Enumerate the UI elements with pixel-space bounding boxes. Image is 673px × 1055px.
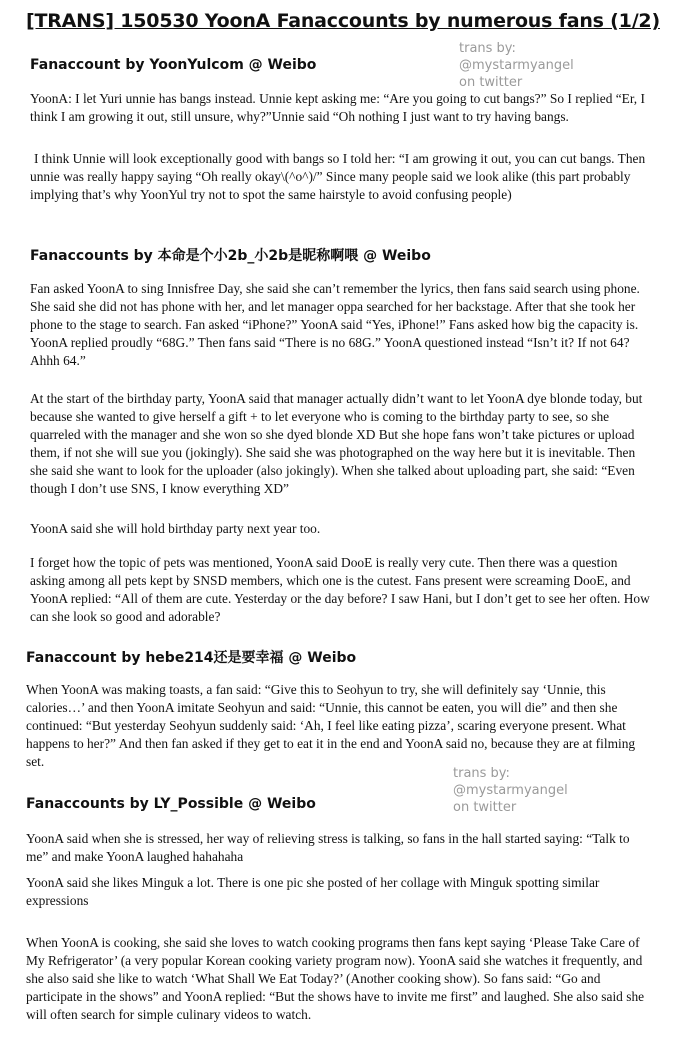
section-heading: Fanaccount by hebe214还是要幸福 @ Weibo <box>26 650 357 666</box>
paragraph: YoonA said she likes Minguk a lot. There is one pic she posted of her collage with Minguk spotting similar expressions <box>26 875 600 908</box>
paragraph: At the start of the birthday party, YoonA said that manager actually didn’t want to let YoonA dye blonde today, but because she wanted to give herself a gift + to let everyone who is coming to the birthday party to see, so she quarreled with the manager and she won so she dyed blonde XD But she hope fans won’t take pictures or upload them, if not she will sue you (jokingly). She said she was photographed on the way here but it is inevitable. Then she said she want to look for the uploader (also jokingly). When she talked about uploading part, she said: “Even though I don’t use SNS, I know everything XD” <box>30 391 643 496</box>
watermark-line: @mystarmyangel <box>453 783 568 798</box>
document-title: [TRANS] 150530 YoonA Fanaccounts by numerous fans (1/2) <box>26 10 660 32</box>
watermark <box>453 765 568 816</box>
watermark-line: on twitter <box>453 800 517 815</box>
paragraph: I forget how the topic of pets was mentioned, YoonA said DooE is really very cute. Then there was a question asking among all pets kept by SNSD members, which one is the cutest. Fans present were screaming DooE, and YoonA replied: “All of them are cute. Yesterday or the day before? I saw Hani, but I don’t get to see her often. How can she look so good and adorable? <box>30 555 650 624</box>
watermark-line: trans by: <box>459 41 516 56</box>
paragraph: YoonA said when she is stressed, her way of relieving stress is talking, so fans in the hall started saying: “Talk to me” and make YoonA laughed hahahaha <box>26 831 630 864</box>
watermark-line: @mystarmyangel <box>459 58 574 73</box>
paragraph: YoonA said she will hold birthday party next year too. <box>30 521 321 536</box>
paragraph: When YoonA is cooking, she said she loves to watch cooking programs then fans kept saying ‘Please Take Care of My Refrigerator’ (a very popular Korean cooking variety program now). YoonA said she watches it frequently, and she also said she like to watch ‘What Shall We Eat Today?’ (Another cooking show). So fans said: “Go and participate in the shows” and YoonA replied: “But the shows have to invite me first” and laughed. She also said she will often search for simple culinary videos to watch. <box>26 935 645 1022</box>
section-heading: Fanaccounts by 本命是个小2b_小2b是昵称啊喂 @ Weibo <box>30 248 431 264</box>
paragraph: I think Unnie will look exceptionally good with bangs so I told her: “I am growing it out, you can cut bangs. Then unnie was really happy saying “Oh really okay\(^o^)/” Since many people said we look alike (this part probably implying that’s why YoonYul try not to spot the same hairstyle to avoid confusing people) <box>30 151 646 202</box>
section-heading: Fanaccount by YoonYulcom @ Weibo <box>30 57 317 73</box>
paragraph: When YoonA was making toasts, a fan said: “Give this to Seohyun to try, she will definitely say ‘Unnie, this calories…’ and then YoonA imitate Seohyun and said: “Unnie, this cannot be eaten, you will die” and then she continued: “But yesterday Seohyun suddenly said: ‘Ah, I feel like eating pizza’, scaring everyone present. What happens to her?” And then fan asked if they get to eat it in the end and YoonA said no, because they are at filming set. <box>26 682 636 769</box>
watermark-line: trans by: <box>453 766 510 781</box>
section-heading: Fanaccounts by LY_Possible @ Weibo <box>26 796 316 812</box>
watermark <box>459 40 574 91</box>
watermark-line: on twitter <box>459 75 523 90</box>
paragraph: Fan asked YoonA to sing Innisfree Day, she said she can’t remember the lyrics, then fans said search using phone. She said she did not has phone with her, and let manager oppa searched for her backstage. After that she took her phone to the stage to search. Fan asked “iPhone?” YoonA said “Yes, iPhone!” Fans asked how big the capacity is. YoonA replied proudly “68G.” Then fans said “There is no 68G.” YoonA questioned instead “Isn’t it? If not 64? Ahhh 64.” <box>30 281 640 368</box>
paragraph: YoonA: I let Yuri unnie has bangs instead. Unnie kept asking me: “Are you going to cut bangs?” So I replied “Er, I think I am growing it out, still unsure, why?”Unnie said “Oh nothing I just want to try having bangs. <box>30 91 645 124</box>
